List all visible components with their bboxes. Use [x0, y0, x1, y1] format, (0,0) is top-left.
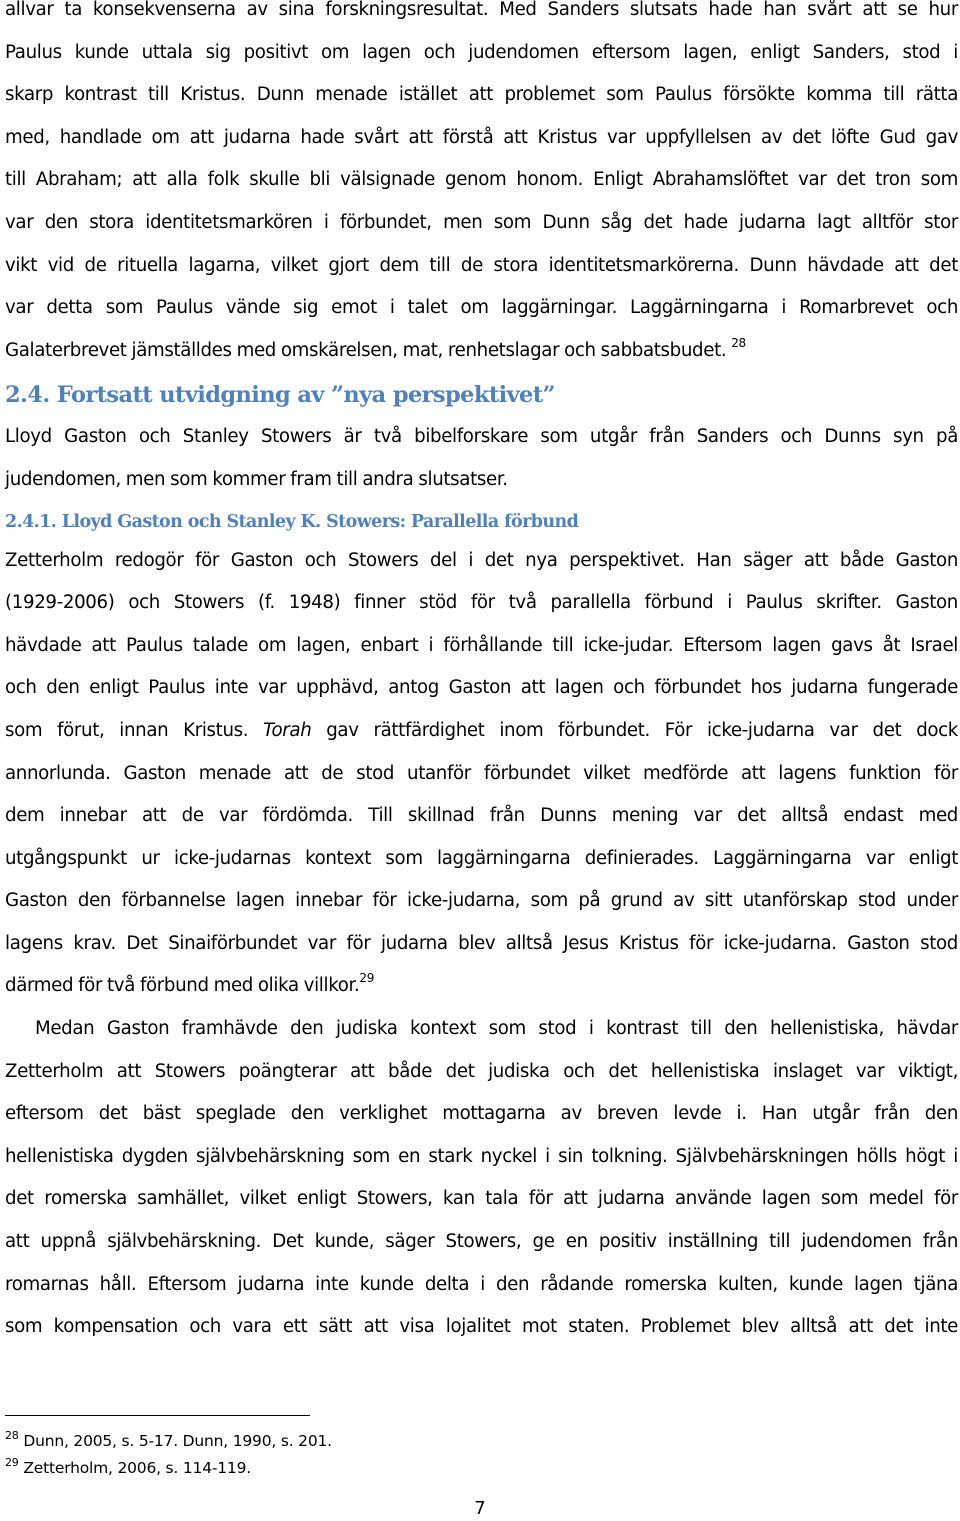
- paragraph-line: lagens krav. Det Sinaiförbundet var för judarna blev alltså Jesus Kristus för icke-judarna. Gaston stod: [5, 932, 958, 954]
- paragraph-line-text: därmed för två förbund med olika villkor.: [5, 975, 360, 997]
- paragraph-line: var den stora identitetsmarkören i förbundet, men som Dunn såg det hade judarna lagt alltför stor: [5, 211, 958, 233]
- paragraph-line-text: Medan Gaston framhävde den judiska kontext som stod i kontrast till den hellenistiska, hävdar: [35, 1018, 958, 1040]
- paragraph-line: med, handlade om att judarna hade svårt att förstå att Kristus var uppfyllelsen av det löfte Gud gav: [5, 126, 958, 148]
- paragraph-line: Paulus kunde uttala sig positivt om lagen och judendomen eftersom lagen, enligt Sanders, stod i: [5, 41, 958, 63]
- paragraph-line: Lloyd Gaston och Stanley Stowers är två bibelforskare som utgår från Sanders och Dunns syn på: [5, 426, 958, 448]
- paragraph-line: och den enligt Paulus inte var upphävd, antog Gaston att lagen och förbundet hos judarna fungerade: [5, 677, 958, 699]
- paragraph-line: romarnas håll. Eftersom judarna inte kunde delta i den rådande romerska kulten, kunde lagen tjäna: [5, 1273, 958, 1295]
- footnotes: [5, 1428, 332, 1482]
- paragraph-line-text: Galaterbrevet jämställdes med omskärelsen, mat, renhetslagar och sabbatsbudet.: [5, 339, 727, 361]
- page-number: 7: [474, 1498, 486, 1519]
- footnote-reference[interactable]: 28: [731, 335, 746, 350]
- section-heading: [5, 380, 958, 410]
- subsection-title: Lloyd Gaston och Stanley K. Stowers: Parallella förbund: [61, 511, 579, 532]
- footnote: [5, 1455, 332, 1482]
- footnote-separator: [5, 1415, 310, 1416]
- paragraph-line: annorlunda. Gaston menade att de stod utanför förbundet vilket medförde att lagens funktion för: [5, 762, 958, 784]
- paragraph-line: (1929-2006) och Stowers (f. 1948) finner stöd för två parallella förbund i Paulus skrifter. Gaston: [5, 592, 958, 614]
- paragraph-intro: [5, 416, 958, 501]
- paragraph-line: hellenistiska dygden självbehärskning som en stark nyckel i sin tolkning. Självbehärskningen hölls högt i: [5, 1145, 958, 1167]
- subsection-heading: [5, 510, 958, 534]
- paragraph-line: Zetterholm redogör för Gaston och Stowers del i det nya perspektivet. Han säger att både Gaston: [5, 549, 958, 571]
- paragraph-line: [5, 965, 958, 1008]
- paragraph-line: dem innebar att de var fördömda. Till skillnad från Dunns mening var det alltså endast med: [5, 805, 958, 827]
- footnote-number: 28: [5, 1428, 19, 1442]
- paragraph-gaston: [5, 540, 958, 1009]
- paragraph-stowers: [5, 1008, 958, 1349]
- document-page: [5, 0, 958, 1349]
- paragraph-line: [5, 710, 958, 753]
- footnote-text: Zetterholm, 2006, s. 114-119.: [23, 1459, 251, 1477]
- paragraph-line: var detta som Paulus vände sig emot i talet om laggärningar. Laggärningarna i Romarbrevet och: [5, 297, 958, 319]
- paragraph-line: [5, 330, 958, 373]
- paragraph-line: Gaston den förbannelse lagen innebar för icke-judarna, som på grund av sitt utanförskap stod under: [5, 890, 958, 912]
- paragraph-line: vikt vid de rituella lagarna, vilket gjort dem till de stora identitetsmarkörerna. Dunn hävdade att det: [5, 254, 958, 276]
- paragraph-line: eftersom det bäst speglade den verklighet mottagarna av breven levde i. Han utgår från den: [5, 1103, 958, 1125]
- paragraph-line-text: gav rättfärdighet inom förbundet. För icke-judarna var det dock: [311, 719, 958, 741]
- section-title: Fortsatt utvidgning av ”nya perspektivet”: [56, 382, 555, 409]
- paragraph-line: allvar ta konsekvenserna av sina forskningsresultat. Med Sanders slutsats hade han svårt att se hur: [5, 0, 958, 20]
- paragraph-line: det romerska samhället, vilket enligt Stowers, kan tala för att judarna använde lagen som medel för: [5, 1188, 958, 1210]
- section-number: 2.4.: [5, 382, 50, 409]
- subsection-number: 2.4.1.: [5, 511, 57, 532]
- paragraph-line: att uppnå självbehärskning. Det kunde, säger Stowers, ge en positiv inställning till judendomen från: [5, 1231, 958, 1253]
- paragraph-line: som kompensation och vara ett sätt att visa lojalitet mot staten. Problemet blev alltså att det inte: [5, 1316, 958, 1338]
- footnote-number: 29: [5, 1455, 19, 1469]
- footnote: [5, 1428, 332, 1455]
- paragraph-line: Zetterholm att Stowers poängterar att både det judiska och det hellenistiska inslaget var viktigt,: [5, 1060, 958, 1082]
- italic-term: Torah: [263, 719, 312, 741]
- paragraph-line: utgångspunkt ur icke-judarnas kontext som laggärningarna definierades. Laggärningarna var enligt: [5, 847, 958, 869]
- paragraph-line: [5, 1008, 958, 1051]
- paragraph-line: judendomen, men som kommer fram till andra slutsatser.: [5, 468, 508, 490]
- paragraph-line: hävdade att Paulus talade om lagen, enbart i förhållande till icke-judar. Eftersom lagen gavs åt Israel: [5, 634, 958, 656]
- paragraph-line: till Abraham; att alla folk skulle bli välsignade genom honom. Enligt Abrahamslöftet var det tron som: [5, 169, 958, 191]
- paragraph-dunn: [5, 0, 958, 372]
- paragraph-line: skarp kontrast till Kristus. Dunn menade istället att problemet som Paulus försökte komma till rätta: [5, 84, 958, 106]
- footnote-text: Dunn, 2005, s. 5-17. Dunn, 1990, s. 201.: [23, 1432, 332, 1450]
- footnote-reference[interactable]: 29: [359, 971, 374, 986]
- paragraph-line-text: som förut, innan Kristus.: [5, 719, 264, 741]
